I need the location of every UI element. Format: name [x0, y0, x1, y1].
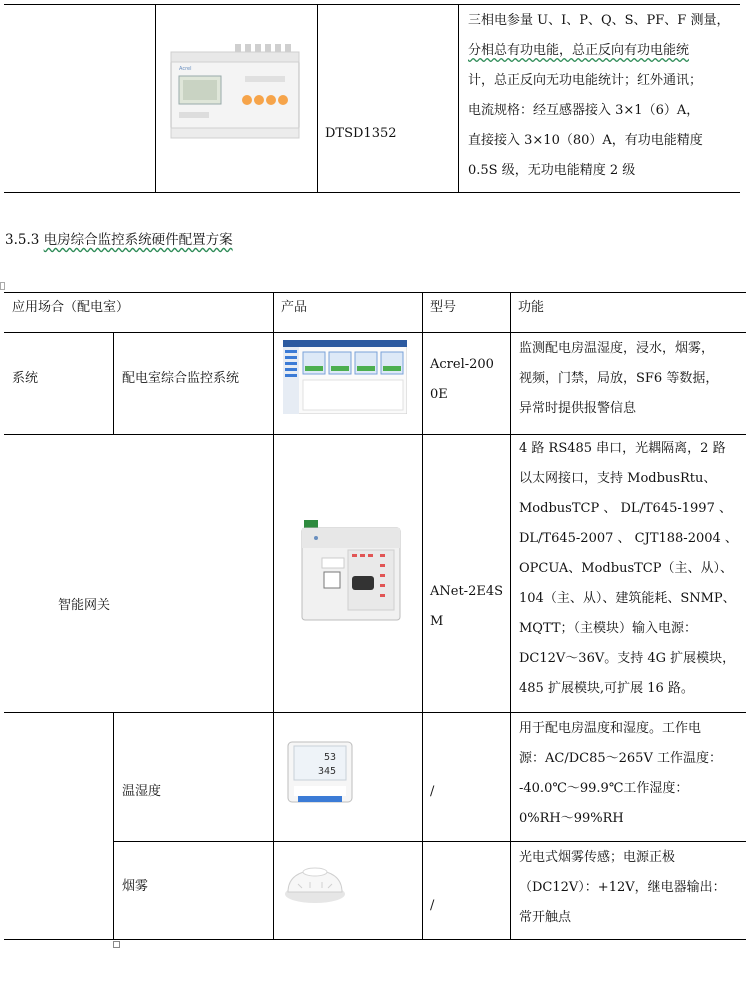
energy-meter-image — [165, 40, 305, 150]
section-number: 3.5.3 — [5, 232, 40, 248]
row-function-line: 用于配电房温度和湿度。工作电 — [519, 721, 702, 736]
row-function-line: 0%RH～99%RH — [519, 811, 624, 826]
row-scene: 配电室综合监控系统 — [122, 371, 240, 386]
row-function-line: 异常时提供报警信息 — [519, 401, 637, 416]
temperature-reading: 345 — [317, 766, 336, 777]
row-function-line: 光电式烟雾传感；电源正极 — [519, 850, 676, 865]
table-border — [4, 332, 746, 333]
row-function-line: DL/T645-2007 、 CJT188-2004 、 — [519, 531, 738, 546]
top-function-line: 电流规格：经互感器接入 3×1（6）A， — [468, 103, 700, 118]
row-function-line: DC12V～36V。支持 4G 扩展模块， — [519, 651, 736, 666]
top-function-line: 三相电参量 U、I、P、Q、S、PF、F 测量， — [468, 13, 730, 28]
table-border — [422, 293, 423, 940]
row-function-line: 常开触点 — [519, 910, 572, 925]
header-product: 产品 — [281, 300, 308, 315]
top-function-line: 直接接入 3×10（80）A，有功电能精度 — [468, 133, 703, 148]
table-border — [113, 713, 114, 940]
row-function-line: 4 路 RS485 串口，光耦隔离，2 路 — [519, 441, 726, 456]
top-table-divider — [458, 5, 459, 193]
row-function-line: ModbusTCP 、 DL/T645-1997 、 — [519, 501, 732, 516]
row-function-line: OPCUA、ModbusTCP（主、从）、 — [519, 561, 733, 576]
top-table-divider — [317, 5, 318, 193]
row-model-line: ANet-2E4S — [430, 584, 504, 599]
humidity-reading: 53 — [323, 752, 336, 763]
smart-gateway-image — [296, 510, 406, 630]
table-border — [113, 841, 746, 842]
temp-humidity-sensor-image — [284, 738, 356, 810]
row-model-line: M — [430, 614, 444, 629]
header-scene: 应用场合（配电室） — [12, 300, 130, 315]
row-model: / — [430, 784, 435, 799]
table-border — [113, 333, 114, 434]
row-function-line: 源：AC/DC85～265V 工作温度： — [519, 751, 722, 766]
row-category: 系统 — [12, 371, 39, 386]
monitoring-software-screenshot — [283, 340, 407, 414]
header-function: 功能 — [518, 300, 545, 315]
row-function-line: （DC12V）：+12V，继电器输出： — [519, 880, 726, 895]
row-model: / — [430, 898, 435, 913]
svg-text:Acrel: Acrel — [179, 66, 192, 72]
section-heading — [5, 225, 233, 255]
table-border — [273, 293, 274, 940]
row-function-line: -40.0℃～99.9℃工作湿度： — [519, 781, 689, 796]
row-function-line: 以太网接口，支持 ModbusRtu、 — [519, 471, 717, 486]
top-table-divider — [155, 5, 156, 193]
row-model-line: 0E — [430, 387, 448, 402]
row-scene: 烟雾 — [122, 879, 149, 894]
row-function-line: 监测配电房温湿度，浸水，烟雾， — [519, 341, 715, 356]
header-model: 型号 — [430, 300, 457, 315]
top-function-line: 0.5S 级，无功电能精度 2 级 — [468, 163, 636, 178]
row-model-line: Acrel-200 — [430, 357, 494, 372]
smoke-detector-image — [280, 858, 350, 908]
row-function-line: 485 扩展模块,可扩展 16 路。 — [519, 681, 694, 696]
row-function-line: 104（主、从）、建筑能耗、SNMP、 — [519, 591, 736, 606]
top-table-top-border — [4, 4, 740, 5]
row-scene: 温湿度 — [122, 784, 162, 799]
row-function-line: MQTT；（主模块）输入电源： — [519, 621, 698, 636]
top-model-text: DTSD1352 — [325, 126, 397, 141]
table-end-marker — [113, 941, 120, 948]
top-function-line: 计，总正反向无功电能统计；红外通讯； — [468, 73, 703, 88]
paragraph-mark — [0, 282, 5, 290]
section-title: 电房综合监控系统硬件配置方案 — [43, 232, 233, 248]
table-border — [510, 293, 511, 940]
row-function-line: 视频，门禁，局放，SF6 等数据， — [519, 371, 719, 386]
top-table-bottom-border — [4, 192, 740, 193]
table-border — [4, 712, 746, 713]
top-function-line: 分相总有功电能，总正反向有功电能统 — [468, 43, 690, 58]
row-scene: 智能网关 — [58, 598, 111, 613]
table-border — [4, 939, 746, 940]
